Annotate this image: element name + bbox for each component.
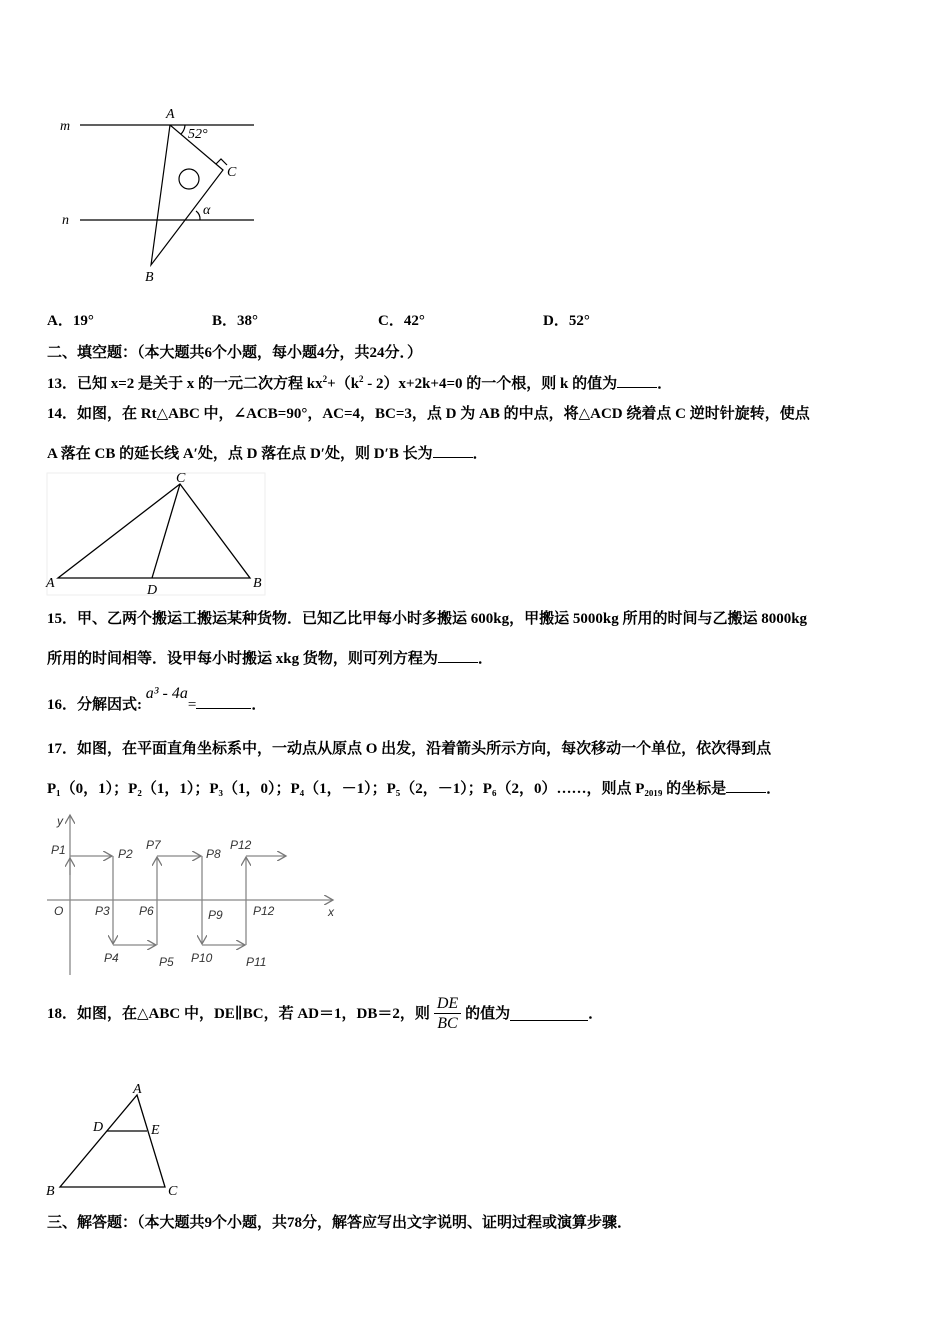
label-y: y <box>57 814 63 828</box>
label-52: 52° <box>188 127 208 142</box>
answer-blank[interactable] <box>617 373 657 388</box>
q13-sup: 2 <box>322 374 328 384</box>
label-p5: P5 <box>159 955 174 969</box>
label-p3: P3 <box>95 904 110 918</box>
fraction-denominator: BC <box>437 1015 458 1032</box>
triangle <box>58 484 250 578</box>
option-c[interactable]: C．42° <box>378 313 425 329</box>
question-14-line2 <box>47 443 488 463</box>
q17-end: ． <box>766 781 782 797</box>
label-A: A <box>46 576 55 591</box>
median-cd <box>152 484 180 578</box>
q14-end: ． <box>472 446 488 462</box>
label-origin: O <box>54 904 64 918</box>
answer-blank[interactable] <box>438 648 478 663</box>
q13-end: ． <box>657 376 673 392</box>
section-3-heading: 三、解答题：（本大题共9个小题，共78分，解答应写出文字说明、证明过程或演算步骤． <box>47 1215 633 1231</box>
option-b[interactable]: B．38° <box>212 313 259 329</box>
answer-blank[interactable] <box>510 1006 588 1021</box>
answer-blank[interactable] <box>433 443 473 458</box>
question-14-line1: 14．如图，在 Rt△ABC 中，∠ACB=90°，AC=4，BC=3，点 D 为 AB 的中点，将△ACD 绕着点 C 逆时针旋转，使点 <box>47 406 810 422</box>
label-p2: P2 <box>118 847 133 861</box>
question-15-line1: 15．甲、乙两个搬运工搬运某种货物．已知乙比甲每小时多搬运 600kg，甲搬运 5000kg 所用的时间与乙搬运 8000kg <box>47 611 808 627</box>
label-p12: P12 <box>253 904 275 918</box>
q13-text-2: +（k <box>327 376 360 392</box>
question-13 <box>47 370 672 393</box>
label-p9: P9 <box>208 908 223 922</box>
label-E: E <box>151 1123 160 1138</box>
label-n: n <box>62 213 69 228</box>
q16-text: 16．分解因式: <box>47 697 142 713</box>
question-17-line1: 17．如图，在平面直角坐标系中，一动点从原点 O 出发，沿着箭头所示方向，每次移动一个单位，依次得到点 <box>47 741 772 757</box>
q18-text: 18．如图，在△ABC 中，DE∥BC，若 AD＝1，DB＝2，则 <box>47 1005 430 1022</box>
q14-text: A 落在 CB 的延长线 A′处，点 D 落在点 D′处，则 D′B 长为 <box>47 446 433 462</box>
q15-end: ． <box>477 651 493 667</box>
question-17-line2 <box>47 778 781 798</box>
figure-frame <box>47 473 265 595</box>
option-d[interactable]: D．52° <box>543 313 590 329</box>
label-B: B <box>145 270 154 285</box>
label-p12-top: P12 <box>230 838 252 852</box>
label-C: C <box>227 165 237 180</box>
answer-blank[interactable] <box>726 778 766 793</box>
question-16 <box>47 685 267 714</box>
question-15-line2 <box>47 648 493 668</box>
option-a[interactable]: A．19° <box>47 313 94 329</box>
angle-arc-alpha <box>196 211 200 220</box>
label-D: D <box>147 583 158 598</box>
section-2-heading: 二、填空题：（本大题共6个小题，每小题4分，共24分．） <box>47 345 423 361</box>
angle-arc-52 <box>181 125 185 134</box>
label-A: A <box>166 107 175 122</box>
label-p1: P1 <box>51 843 66 857</box>
q16-equals: = <box>187 697 197 713</box>
q16-end: ． <box>251 697 267 713</box>
q16-expression: a³ - 4a <box>145 685 188 702</box>
label-B: B <box>253 576 262 591</box>
label-p7: P7 <box>146 838 161 852</box>
label-x: x <box>328 905 334 919</box>
q15-text: 所用的时间相等．设甲每小时搬运 xkg 货物，则可列方程为 <box>47 651 438 667</box>
question-18 <box>47 994 603 1033</box>
q13-text: 13．已知 x=2 是关于 x 的一元二次方程 kx <box>47 376 323 392</box>
q18-text-2: 的值为 <box>465 1005 511 1022</box>
triangle-abc <box>60 1095 165 1187</box>
label-p6: P6 <box>139 904 154 918</box>
label-B: B <box>46 1184 55 1199</box>
label-alpha: α <box>203 203 211 218</box>
label-p8: P8 <box>206 847 221 861</box>
label-C: C <box>176 471 186 486</box>
fraction-de-bc <box>434 994 461 1033</box>
q13-sup-2: 2 <box>359 374 364 384</box>
circle-hole <box>179 169 199 189</box>
answer-blank[interactable] <box>196 694 251 709</box>
label-p4: P4 <box>104 951 119 965</box>
label-p10: P10 <box>191 951 213 965</box>
triangle-abc <box>151 125 223 265</box>
q18-end: ． <box>588 1005 604 1022</box>
fraction-numerator: DE <box>434 994 461 1014</box>
label-C: C <box>168 1184 178 1199</box>
q13-text-3: - 2）x+2k+4=0 的一个根，则 k 的值为 <box>363 376 618 392</box>
label-D: D <box>93 1120 104 1135</box>
right-angle-mark <box>216 159 227 165</box>
q17-text: P₁（0，1）；P₂（1，1）；P₃（1，0）；P₄（1，－1）；P₅（2，－1）；P₆（2，0）……，则点 P₂₀₁₉ 的坐标是 <box>47 781 727 797</box>
label-m: m <box>60 119 71 134</box>
label-A: A <box>133 1082 142 1097</box>
label-p11: P11 <box>246 955 267 969</box>
